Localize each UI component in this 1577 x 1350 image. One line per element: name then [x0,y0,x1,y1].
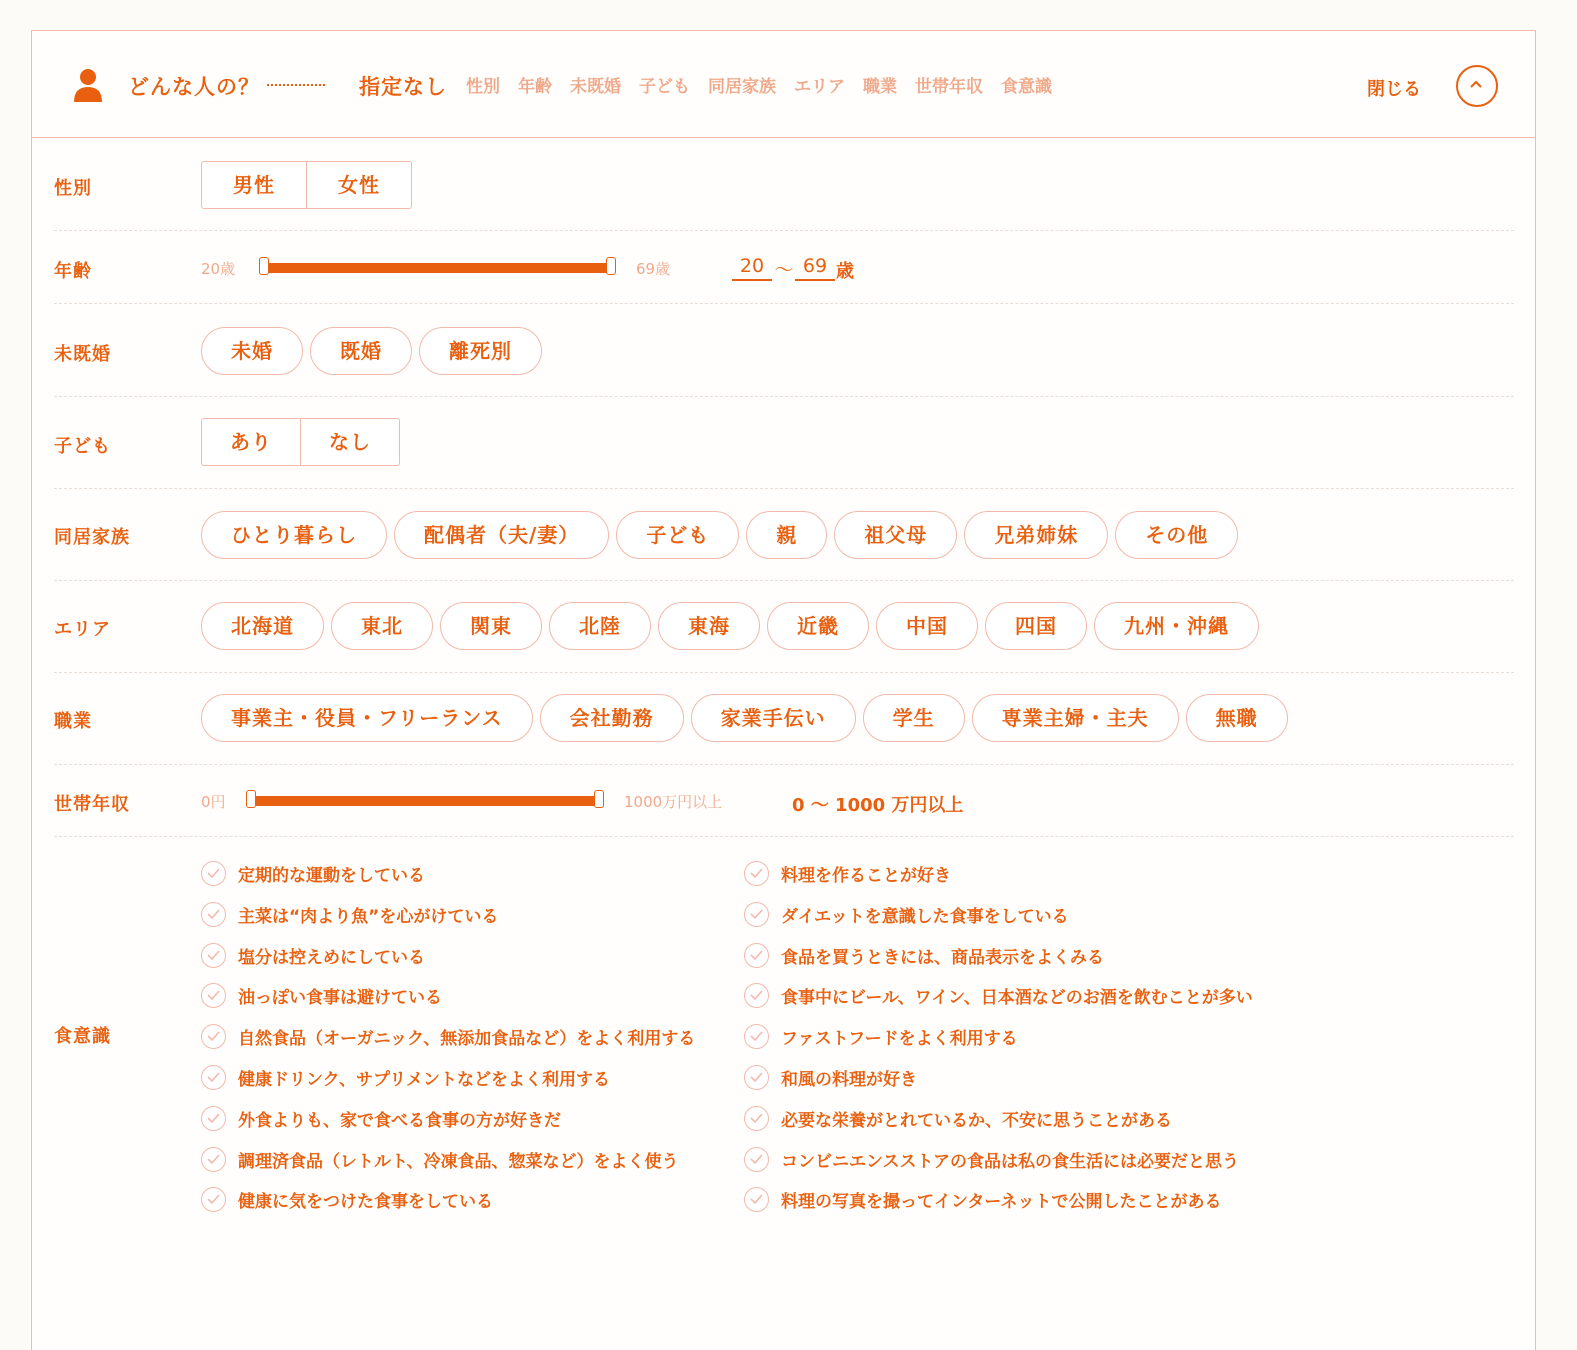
food-checkbox-item[interactable] [744,1024,1018,1049]
checkmark-icon[interactable] [201,943,226,968]
checkmark-icon[interactable] [744,1106,769,1131]
food-checkbox-label: 健康ドリンク、サプリメントなどをよく利用する [238,1070,610,1090]
gender-selector [201,161,412,209]
food-checkbox-label: 和風の料理が好き [781,1070,917,1090]
food-checkbox-label: 食事中にビール、ワイン、日本酒などのお酒を飲むことが多い [781,988,1253,1009]
food-checkbox-item[interactable] [744,1065,917,1090]
checkmark-icon[interactable] [201,1187,226,1212]
area-option[interactable]: 九州・沖縄 [1094,602,1259,650]
food-checkbox-item[interactable] [201,1106,561,1131]
food-checkbox-label: ファストフードをよく利用する [781,1029,1018,1050]
marital-option[interactable]: 離死別 [419,327,542,375]
job-options [201,694,1288,742]
header-category[interactable]: 性別 [466,77,500,97]
header-category[interactable]: 同居家族 [708,77,776,97]
chevron-up-icon [1467,76,1485,94]
job-option[interactable]: 専業主婦・主夫 [972,694,1179,742]
area-option[interactable]: 北陸 [549,602,651,650]
food-checkbox-label: 健康に気をつけた食事をしている [238,1192,493,1213]
row-food [54,836,1514,1246]
header-category-list [466,72,1052,97]
row-income [54,765,1514,837]
job-option[interactable]: 学生 [863,694,965,742]
income-min-label: 0円 [201,793,226,811]
food-checkbox-item[interactable] [201,1065,610,1090]
checkmark-icon[interactable] [744,861,769,886]
checkmark-icon[interactable] [201,1147,226,1172]
food-checkbox-item[interactable] [744,1147,1239,1172]
food-checkbox-item[interactable] [744,902,1069,927]
income-slider[interactable] [246,793,604,807]
food-checkbox-item[interactable] [201,1147,678,1172]
food-checkbox-label: 外食よりも、家で食べる食事の方が好きだ [238,1110,561,1131]
row-label: 年齢 [54,261,92,282]
income-slider-track [250,796,600,806]
age-slider-track [263,263,612,273]
header-divider [267,84,325,86]
household-option[interactable]: 子ども [616,511,739,559]
header-selected: 指定なし [359,75,447,99]
checkmark-icon[interactable] [744,1187,769,1212]
food-checkbox-item[interactable] [201,1024,695,1049]
row-label: 子ども [54,436,111,457]
household-option[interactable]: 祖父母 [834,511,957,559]
filter-header [32,31,1535,138]
filter-panel [31,30,1536,1350]
checkmark-icon[interactable] [744,983,769,1008]
income-range-value: 0 〜 1000 万円以上 [792,795,964,816]
row-gender [54,138,1514,231]
collapse-button[interactable] [1456,65,1498,107]
checkmark-icon[interactable] [744,1024,769,1049]
food-checkbox-item[interactable] [201,983,442,1008]
household-option[interactable]: 兄弟姉妹 [964,511,1108,559]
food-checkbox-label: 主菜は“肉より魚”を心がけている [238,906,499,927]
children-selector [201,418,400,466]
food-checkbox-item[interactable] [744,943,1104,968]
age-slider-max-handle[interactable] [606,257,616,275]
food-checkbox-label: 油っぽい食事は避けている [238,988,442,1009]
income-slider-max-handle[interactable] [594,790,604,808]
checkmark-icon[interactable] [744,1065,769,1090]
food-checkbox-item[interactable] [744,1106,1172,1131]
person-icon [72,68,104,102]
row-label: 世帯年収 [54,794,130,815]
row-job [54,673,1514,765]
gender-option[interactable]: 男性 [233,173,275,197]
food-checkbox-label: 自然食品（オーガニック、無添加食品など）をよく利用する [238,1029,696,1050]
row-label: エリア [54,619,111,640]
food-checkbox-label: 調理済食品（レトルト、冷凍食品、惣菜など）をよく使う [238,1151,679,1172]
age-slider[interactable] [259,260,616,274]
area-option[interactable]: 四国 [985,602,1087,650]
close-label[interactable]: 閉じる [1367,79,1421,100]
header-category[interactable]: 職業 [863,77,897,97]
food-checkbox-item[interactable] [744,861,951,886]
food-checkbox-item[interactable] [744,983,1253,1008]
header-category[interactable]: 世帯年収 [915,77,983,97]
row-area [54,581,1514,673]
checkmark-icon[interactable] [744,902,769,927]
children-option[interactable]: あり [230,430,272,454]
row-label: 食意識 [54,1026,111,1047]
checkmark-icon[interactable] [201,1024,226,1049]
header-category[interactable]: 食意識 [1001,77,1052,97]
marital-option[interactable]: 未婚 [201,327,303,375]
household-option[interactable]: ひとり暮らし [201,511,387,559]
marital-options [201,327,542,375]
row-age [54,231,1514,304]
age-min-label: 20歳 [201,260,236,278]
header-category[interactable]: 年齢 [518,77,552,97]
children-option[interactable]: なし [300,419,399,465]
food-checkbox-label: 料理を作ることが好き [781,866,951,886]
area-option[interactable]: 東北 [331,602,433,650]
food-checkbox-item[interactable] [744,1187,1221,1212]
food-checkbox-item[interactable] [201,1187,493,1212]
job-option[interactable]: 家業手伝い [691,694,856,742]
income-max-label: 1000万円以上 [624,793,723,811]
checkmark-icon[interactable] [201,861,226,886]
header-category[interactable]: 未既婚 [570,77,621,97]
header-category[interactable]: 子ども [639,77,690,97]
income-slider-min-handle[interactable] [246,790,256,808]
area-option[interactable]: 東海 [658,602,760,650]
food-checkbox-label: 食品を買うときには、商品表示をよくみる [781,947,1104,968]
food-checkbox-label: 必要な栄養がとれているか、不安に思うことがある [781,1110,1172,1131]
age-unit: 歳 [836,261,854,282]
age-slider-min-handle[interactable] [259,257,269,275]
checkmark-icon[interactable] [201,983,226,1008]
row-household [54,489,1514,581]
marital-option[interactable]: 既婚 [310,327,412,375]
household-option[interactable]: その他 [1115,511,1238,559]
checkmark-icon[interactable] [744,1147,769,1172]
header-title: どんな人の？ [128,75,260,99]
checkmark-icon[interactable] [201,1065,226,1090]
household-option[interactable]: 親 [746,511,827,559]
gender-option[interactable]: 女性 [306,162,411,208]
food-checkbox-label: 定期的な運動をしている [238,866,425,886]
row-children [54,397,1514,489]
age-max-label: 69歳 [636,260,671,278]
job-option[interactable]: 事業主・役員・フリーランス [201,694,533,742]
food-checkbox-item[interactable] [201,902,498,927]
area-option[interactable]: 近畿 [767,602,869,650]
food-checkbox-label: 料理の写真を撮ってインターネットで公開したことがある [781,1192,1222,1213]
area-option[interactable]: 中国 [876,602,978,650]
area-option[interactable]: 北海道 [201,602,324,650]
job-option[interactable]: 会社勤務 [540,694,684,742]
age-from-input[interactable]: 20 [732,255,772,281]
household-options [201,511,1238,559]
row-marital [54,304,1514,397]
row-label: 職業 [54,711,92,732]
food-checkbox-item[interactable] [201,943,425,968]
age-to-input[interactable]: 69 [795,255,835,281]
food-checkbox-item[interactable] [201,861,425,886]
row-label: 性別 [54,178,92,199]
row-label: 同居家族 [54,527,130,548]
area-option[interactable]: 関東 [440,602,542,650]
header-category[interactable]: エリア [794,77,845,97]
household-option[interactable]: 配偶者（夫/妻） [394,511,609,559]
job-option[interactable]: 無職 [1186,694,1288,742]
area-options [201,602,1259,650]
row-label: 未既婚 [54,344,111,365]
food-checkbox-label: コンビニエンスストアの食品は私の食生活には必要だと思う [781,1151,1239,1172]
checkmark-icon[interactable] [201,1106,226,1131]
checkmark-icon[interactable] [201,902,226,927]
checkmark-icon[interactable] [744,943,769,968]
food-checkbox-label: ダイエットを意識した食事をしている [781,906,1069,927]
age-range-separator: 〜 [774,259,794,281]
food-checkbox-label: 塩分は控えめにしている [238,947,425,968]
